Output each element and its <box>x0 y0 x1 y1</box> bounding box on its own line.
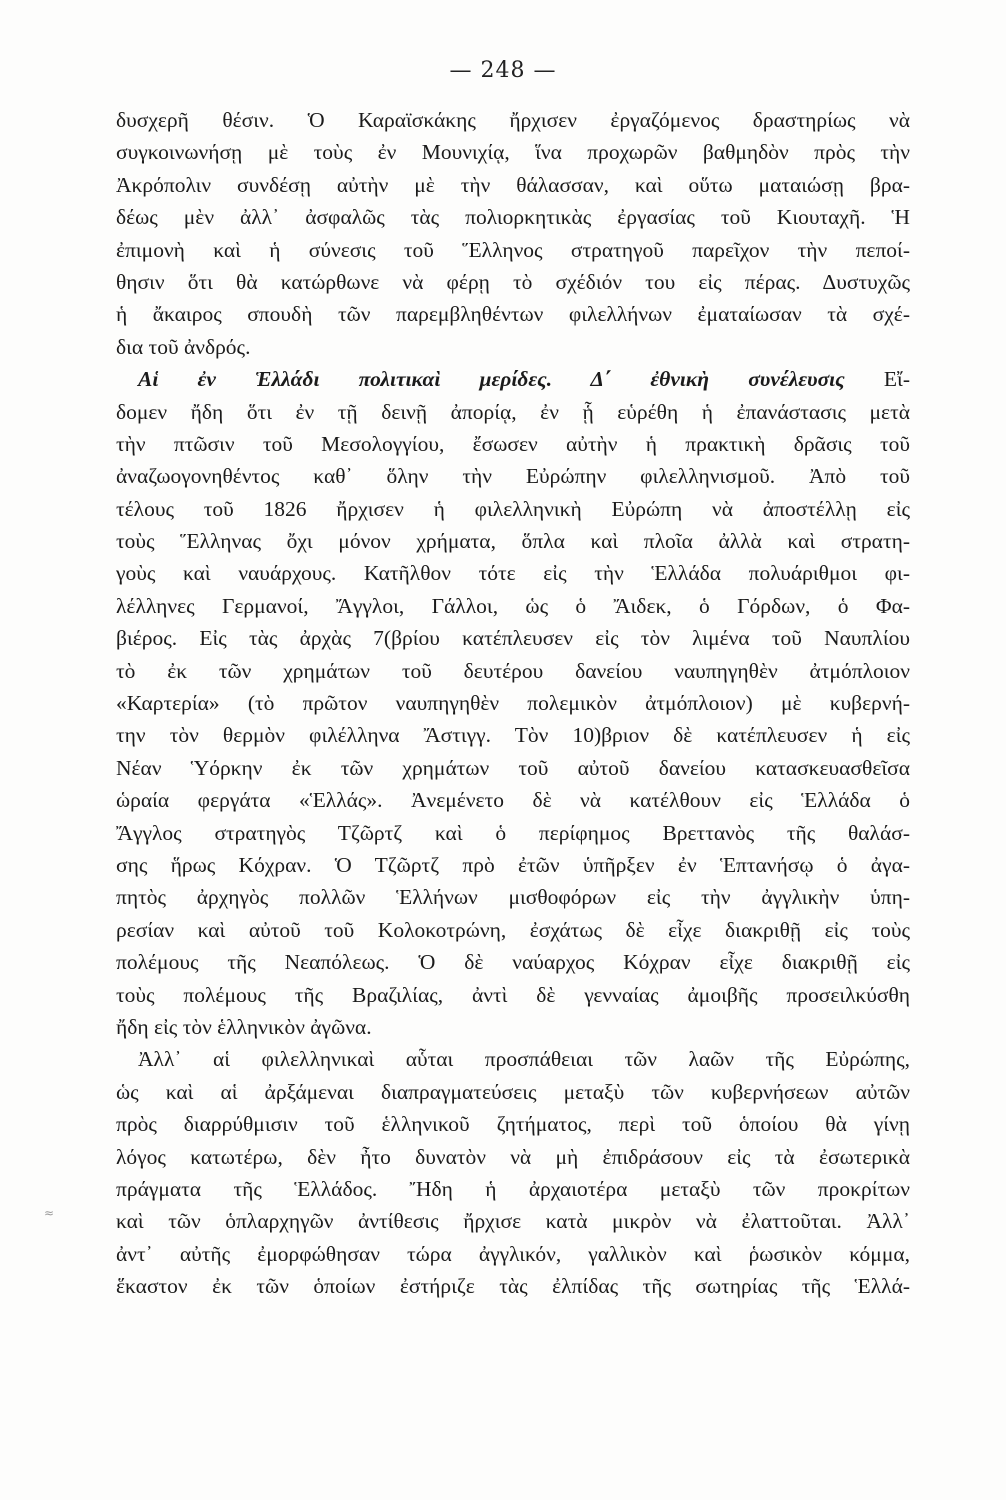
text-line: ἀντ᾽ αὐτῆς ἐμορφώθησαν τώρα ἀγγλικόν, γαλλικὸν καὶ ῥωσικὸν κόμμα, <box>116 1241 910 1266</box>
text-line: θησιν ὅτι θὰ κατώρθωνε νὰ φέρῃ τὸ σχέδιόν του εἰς πέρας. Δυστυχῶς <box>116 269 910 294</box>
text-line: ἤδη εἰς τὸν ἑλληνικὸν ἀγῶνα. <box>116 1014 372 1039</box>
section-heading: Αἱ ἐν Ἑλλάδι πολιτικαὶ μερίδες. Δ΄ ἐθνικὴ συνέλευσις <box>138 367 845 392</box>
text-line: ἕκαστον ἐκ τῶν ὁποίων ἐστήριζε τὰς ἐλπίδας τῆς σωτηρίας τῆς Ἑλλά- <box>116 1274 910 1299</box>
text-line: Ἀλλ᾽ αἱ φιλελληνικαὶ αὗται προσπάθειαι τῶν λαῶν τῆς Εὐρώπης, <box>138 1047 910 1072</box>
text-line: ἐπιμονὴ καὶ ἡ σύνεσις τοῦ Ἕλληνος στρατηγοῦ παρεῖχον τὴν πεποί- <box>116 237 910 262</box>
text-line: συγκοινωνήσῃ μὲ τοὺς ἐν Μουνιχίᾳ, ἵνα προχωρῶν βαθμηδὸν πρὸς τὴν <box>116 140 910 165</box>
text-line: Ἄγγλος στρατηγὸς Τζῶρτζ καὶ ὁ περίφημος Βρεττανὸς τῆς θαλάσ- <box>116 820 910 845</box>
text-line: τοὺς πολέμους τῆς Βραζιλίας, ἀντὶ δὲ γενναίας ἀμοιβῆς προσειλκύσθη <box>116 982 910 1007</box>
text-line: δυσχερῆ θέσιν. Ὁ Καραϊσκάκης ἤρχισεν ἐργαζόμενος δραστηρίως νὰ <box>116 108 910 132</box>
text-line: ἡ ἄκαιρος σπουδὴ τῶν παρεμβληθέντων φιλελλήνων ἐματαίωσαν τὰ σχέ- <box>116 302 910 327</box>
text-line: ἀναζωογονηθέντος καθ᾽ ὅλην τὴν Εὐρώπην φιλελληνισμοῦ. Ἀπὸ τοῦ <box>116 464 910 489</box>
text-line: δομεν ἤδη ὅτι ἐν τῇ δεινῇ ἀπορίᾳ, ἐν ᾗ εὑρέθη ἡ ἐπανάστασις μετὰ <box>116 399 910 424</box>
text-line: δέως μὲν ἀλλ᾽ ἀσφαλῶς τὰς πολιορκητικὰς ἐργασίας τοῦ Κιουταχῆ. Ἡ <box>116 205 910 230</box>
margin-mark: ≈ <box>44 1206 55 1220</box>
text-line: Νέαν Ὑόρκην ἐκ τῶν χρημάτων τοῦ αὐτοῦ δανείου κατασκευασθεῖσα <box>116 755 910 780</box>
text-line: καὶ τῶν ὁπλαρχηγῶν ἀντίθεσις ἤρχισε κατὰ μικρὸν νὰ ἐλαττοῦται. Ἀλλ᾽ <box>116 1209 910 1234</box>
text-line: πρὸς διαρρύθμισιν τοῦ ἑλληνικοῦ ζητήματος, περὶ τοῦ ὁποίου θὰ γίνῃ <box>116 1112 910 1137</box>
heading-continuation: Εἴ- <box>883 367 910 392</box>
text-line: πράγματα τῆς Ἑλλάδος. Ἤδη ἡ ἀρχαιοτέρα μεταξὺ τῶν προκρίτων <box>116 1176 910 1201</box>
text-line: τὸ ἐκ τῶν χρημάτων τοῦ δευτέρου δανείου ναυπηγηθὲν ἀτμόπλοιον <box>116 658 910 683</box>
text-line: τέλους τοῦ 1826 ἤρχισεν ἡ φιλελληνικὴ Εὐρώπη νὰ ἀποστέλλῃ εἰς <box>116 496 910 521</box>
text-line: ρεσίαν καὶ αὐτοῦ τοῦ Κολοκοτρώνη, ἐσχάτως δὲ εἶχε διακριθῇ εἰς τοὺς <box>116 917 910 942</box>
text-line: ὡς καὶ αἱ ἀρξάμεναι διαπραγματεύσεις μεταξὺ τῶν κυβερνήσεων αὐτῶν <box>116 1079 910 1104</box>
text-line: σης ἥρως Κόχραν. Ὁ Τζῶρτζ πρὸ ἐτῶν ὑπῆρξεν ἐν Ἑπτανήσῳ ὁ ἀγα- <box>116 852 910 877</box>
text-line: πολέμους τῆς Νεαπόλεως. Ὁ δὲ ναύαρχος Κόχραν εἶχε διακριθῇ εἰς <box>116 950 910 975</box>
text-line: γοὺς καὶ ναυάρχους. Κατῆλθον τότε εἰς τὴν Ἑλλάδα πολυάριθμοι φι- <box>116 561 910 586</box>
body-text <box>116 104 910 1302</box>
text-line: λόγος κατωτέρω, δὲν ἦτο δυνατὸν νὰ μὴ ἐπιδράσουν εἰς τὰ ἐσωτερικὰ <box>116 1144 910 1169</box>
text-line: Ἀκρόπολιν συνδέσῃ αὐτὴν μὲ τὴν θάλασσαν, καὶ οὕτω ματαιώσῃ βρα- <box>116 172 910 197</box>
text-line: πητὸς ἀρχηγὸς πολλῶν Ἑλλήνων μισθοφόρων εἰς τὴν ἀγγλικὴν ὑπη- <box>116 885 910 910</box>
text-line: βιέρος. Εἰς τὰς ἀρχὰς 7(βρίου κατέπλευσεν εἰς τὸν λιμένα τοῦ Ναυπλίου <box>116 626 910 651</box>
section-heading-line <box>116 363 910 395</box>
text-line: λέλληνες Γερμανοί, Ἄγγλοι, Γάλλοι, ὡς ὁ Ἄιδεκ, ὁ Γόρδων, ὁ Φα- <box>116 593 910 618</box>
text-line: «Καρτερία» (τὸ πρῶτον ναυπηγηθὲν πολεμικὸν ἀτμόπλοιον) μὲ κυβερνή- <box>116 691 910 716</box>
text-line: τοὺς Ἕλληνας ὄχι μόνον χρήματα, ὅπλα καὶ πλοῖα ἀλλὰ καὶ στρατη- <box>116 529 910 554</box>
page-number: — 248 — <box>449 58 557 83</box>
text-line: ὡραία φεργάτα «Ἑλλάς». Ἀνεμένετο δὲ νὰ κατέλθουν εἰς Ἑλλάδα ὁ <box>116 788 910 813</box>
text-line: τὴν πτῶσιν τοῦ Μεσολογγίου, ἔσωσεν αὐτὴν ἡ πρακτικὴ δρᾶσις τοῦ <box>116 431 910 456</box>
text-line: δια τοῦ ἀνδρός. <box>116 334 251 359</box>
text-line: την τὸν θερμὸν φιλέλληνα Ἄστιγγ. Τὸν 10)βριον δὲ κατέπλευσεν ἡ εἰς <box>116 723 910 748</box>
